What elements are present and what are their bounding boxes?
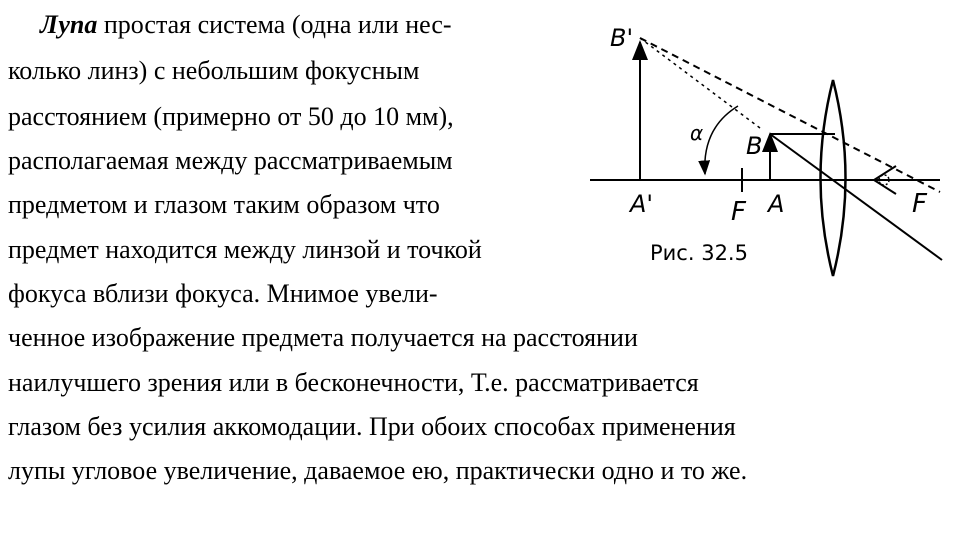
paragraph-line-8: ченное изображение предмета получается на расстоянии [8,323,638,352]
paragraph-line-6: предмет находится между линзой и точкой [8,235,482,264]
paragraph-line-11: лупы угловое увеличение, даваемое ею, практически одно и то же. [8,456,748,485]
label-object-top: B [746,132,763,160]
paragraph-line-9: наилучшего зрения или в бесконечности, Т.е. рассматривается [8,368,699,397]
paragraph-line-5: предметом и глазом таким образом что [8,190,440,219]
label-focus-right: F [912,189,927,219]
paragraph-line-4: располагаемая между рассматриваемым [8,146,453,175]
label-angle: α [690,121,704,145]
virtual-ray-upper [640,38,940,192]
paragraph-line-2: колько линз) с небольшим фокусным [8,56,420,85]
paragraph-line-10: глазом без усилия аккомодации. При обоих способах применения [8,412,736,441]
angle-arc [705,106,738,174]
virtual-ray-lower [640,38,760,128]
paragraph-line-3: расстоянием (примерно от 50 до 10 мм), [8,102,454,131]
lens [821,80,846,276]
label-object-base: A [768,190,785,218]
lead-term: Лупа [40,10,98,39]
line-1-text: простая система (одна или нес- [97,10,452,39]
label-focus-left: F [731,197,746,227]
figure-caption: Рис. 32.5 [650,241,748,265]
label-image-base: A' [630,190,654,218]
label-image-top: B' [610,24,634,52]
paragraph-line-7: фокуса вблизи фокуса. Мнимое увели- [8,279,438,308]
